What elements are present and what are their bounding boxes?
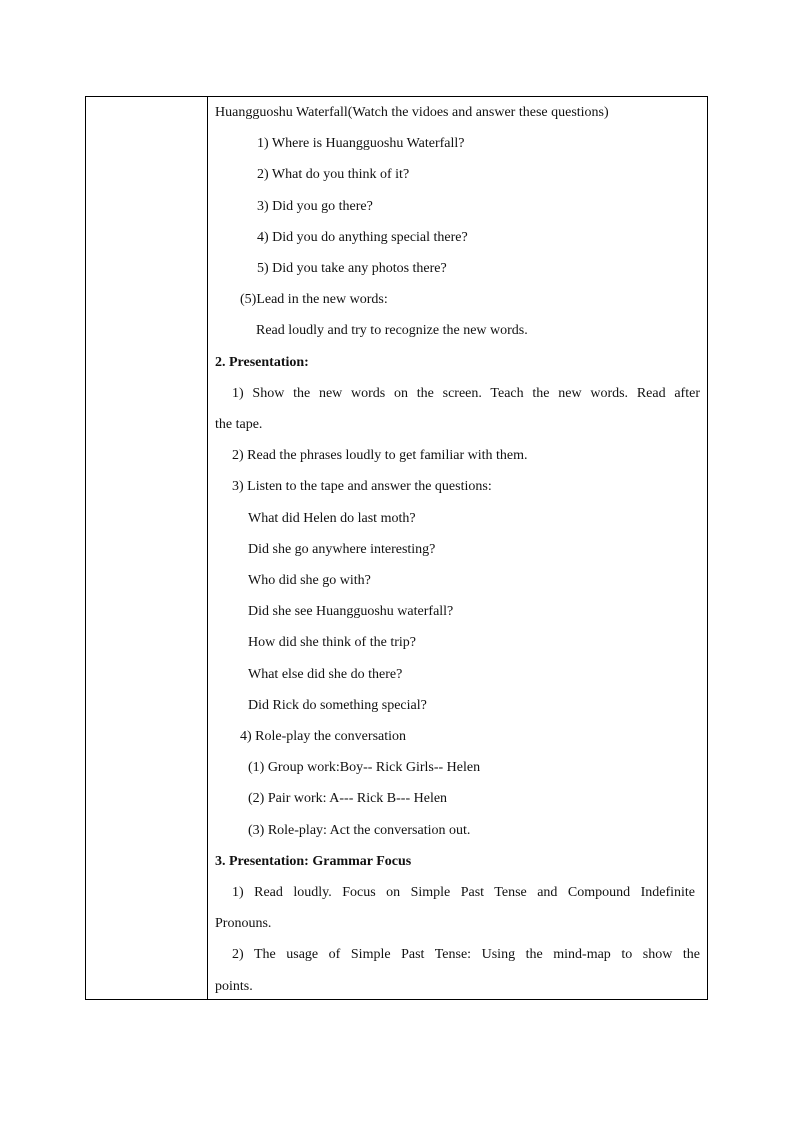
question-5: 5) Did you take any photos there? — [257, 261, 447, 276]
listening-question: Did Rick do something special? — [248, 698, 427, 713]
listening-question: Who did she go with? — [248, 573, 371, 588]
column-divider — [207, 97, 208, 999]
grammar-step-2-line-1: 2) The usage of Simple Past Tense: Using the mind-map to show the — [232, 947, 700, 962]
question-4: 4) Did you do anything special there? — [257, 230, 468, 245]
listening-question: What else did she do there? — [248, 667, 403, 682]
step-3: 3) Listen to the tape and answer the questions: — [232, 479, 492, 494]
grammar-step-1-line-1: 1) Read loudly. Focus on Simple Past Tense and Compound Indefinite — [232, 885, 695, 900]
lesson-plan-table — [85, 96, 708, 1000]
step-1-line-1: 1) Show the new words on the screen. Teach the new words. Read after — [232, 386, 700, 401]
section-heading-grammar: 3. Presentation: Grammar Focus — [215, 854, 412, 869]
lead-in-text: Read loudly and try to recognize the new words. — [256, 323, 528, 338]
grammar-step-1-line-2: Pronouns. — [215, 916, 272, 931]
step-1-line-2: the tape. — [215, 417, 263, 432]
role-play-item: (2) Pair work: A--- Rick B--- Helen — [248, 791, 448, 806]
role-play-item: (1) Group work:Boy-- Rick Girls-- Helen — [248, 760, 481, 775]
listening-question: What did Helen do last moth? — [248, 511, 416, 526]
listening-question: How did she think of the trip? — [248, 635, 416, 650]
question-2: 2) What do you think of it? — [257, 167, 410, 182]
step-4: 4) Role-play the conversation — [240, 729, 407, 744]
intro-line: Huangguoshu Waterfall(Watch the vidoes and answer these questions) — [215, 105, 609, 120]
question-1: 1) Where is Huangguoshu Waterfall? — [257, 136, 465, 151]
listening-question: Did she see Huangguoshu waterfall? — [248, 604, 454, 619]
section-heading-presentation: 2. Presentation: — [215, 355, 309, 370]
lead-in-heading: (5)Lead in the new words: — [240, 292, 388, 307]
question-3: 3) Did you go there? — [257, 199, 373, 214]
step-2: 2) Read the phrases loudly to get familiar with them. — [232, 448, 528, 463]
grammar-step-2-line-2: points. — [215, 979, 253, 994]
role-play-item: (3) Role-play: Act the conversation out. — [248, 823, 471, 838]
listening-question: Did she go anywhere interesting? — [248, 542, 436, 557]
